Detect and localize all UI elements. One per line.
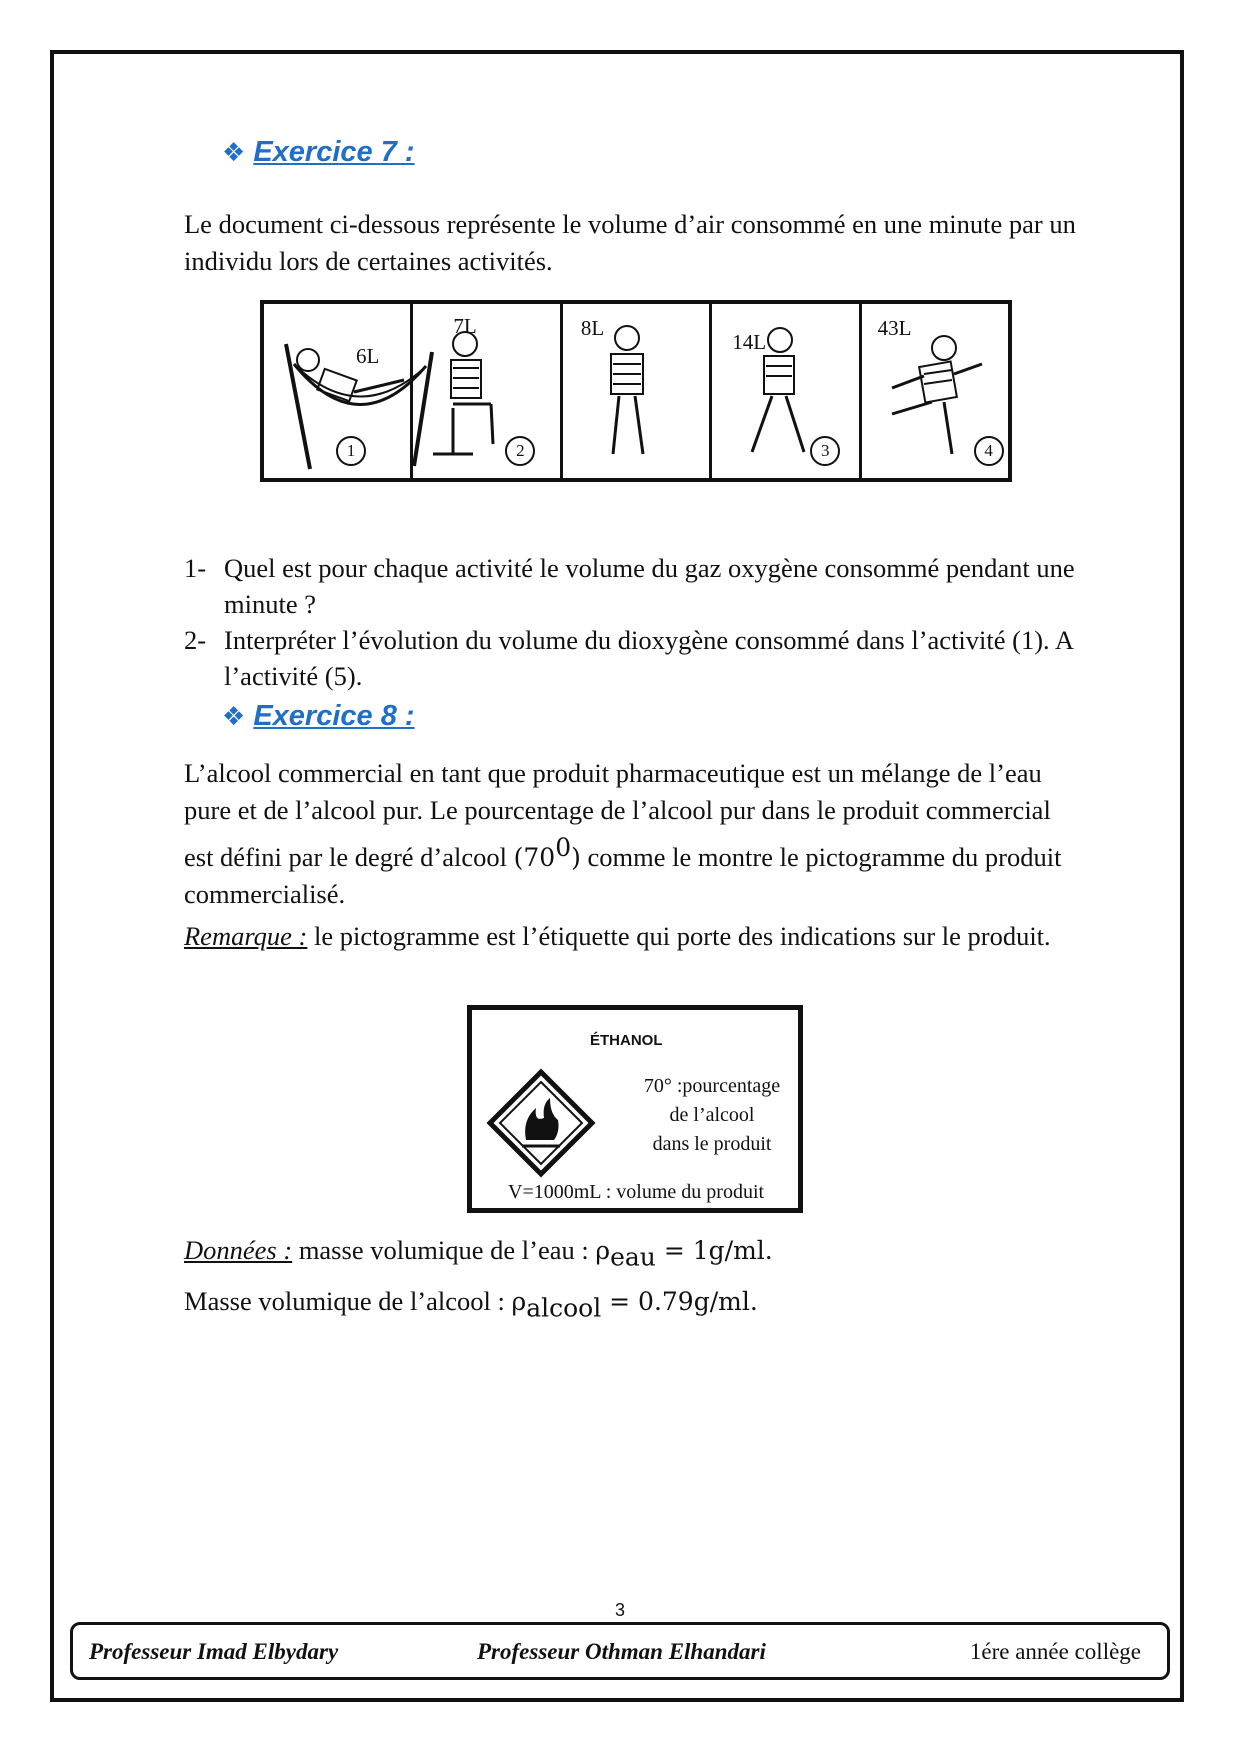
exercise-7-title: ❖ Exercice 7 : xyxy=(222,136,415,168)
volume-label: 8L xyxy=(580,316,605,340)
activities-figure xyxy=(260,300,1012,482)
volume-label: 6L xyxy=(356,344,380,368)
label-title: ÉTHANOL xyxy=(590,1032,663,1049)
footer xyxy=(70,1622,1170,1680)
data-line-water: Données : masse volumique de l’eau : $\rho_{eau} = 1g/ml$. xyxy=(184,1235,773,1272)
exercise-8-title: ❖ Exercice 8 : xyxy=(222,700,415,732)
label-description: 70° :pourcentage de l’alcool dans le produit xyxy=(643,1075,781,1155)
diamond-bullet-icon: ❖ xyxy=(222,137,246,167)
footer-author-1: Professeur Imad Elbydary xyxy=(89,1639,339,1664)
footer-author-2: Professeur Othman Elhandari xyxy=(477,1639,766,1664)
footer-level: 1ére année collège xyxy=(969,1639,1141,1664)
list-item: 2- Interpréter l’évolution du volume du dioxygène consommé dans l’activité (1). A l’activité (5). xyxy=(184,625,1073,691)
panel-number: 2 xyxy=(505,436,535,466)
panel-number: 3 xyxy=(810,436,840,466)
exercise-8-remark: Remarque : le pictogramme est l’étiquette qui porte des indications sur le produit. xyxy=(184,921,1051,951)
activity-panel xyxy=(862,304,1008,478)
label-volume: V=1000mL : volume du produit xyxy=(508,1181,765,1203)
activity-panel xyxy=(264,304,413,478)
activity-panel xyxy=(413,304,562,478)
exercise-7-questions xyxy=(184,550,1084,694)
volume-label: 43L xyxy=(877,316,912,340)
activity-panel xyxy=(712,304,861,478)
panel-number: 1 xyxy=(336,436,366,466)
volume-label: 14L xyxy=(732,330,767,354)
activity-panel xyxy=(563,304,712,478)
list-item: 1- Quel est pour chaque activité le volume du gaz oxygène consommé pendant une minute ? xyxy=(184,553,1075,619)
flammable-hazard-icon xyxy=(486,1068,596,1178)
page-number: 3 xyxy=(614,1600,625,1620)
exercise-7-intro: Le document ci-dessous représente le volume d’air consommé en une minute par un individu lors de certaines activités. xyxy=(184,209,1076,276)
panel-number: 4 xyxy=(974,436,1004,466)
ethanol-label xyxy=(467,1005,803,1213)
exercise-8-intro: L’alcool commercial en tant que produit pharmaceutique est un mélange de l’eau pure et de l’alcool pur. Le pourcentage de l’alcool pur dans le produit commercial est défini par le degré d’alcool $(70^0)$ comme le montre le pictogramme du produit commercialisé. xyxy=(184,758,1062,909)
diamond-bullet-icon: ❖ xyxy=(222,701,246,731)
data-line-alcohol: Masse volumique de l’alcool : $\rho_{alcool} = 0.79g/ml$. xyxy=(184,1286,758,1323)
volume-label: 7L xyxy=(453,314,477,338)
